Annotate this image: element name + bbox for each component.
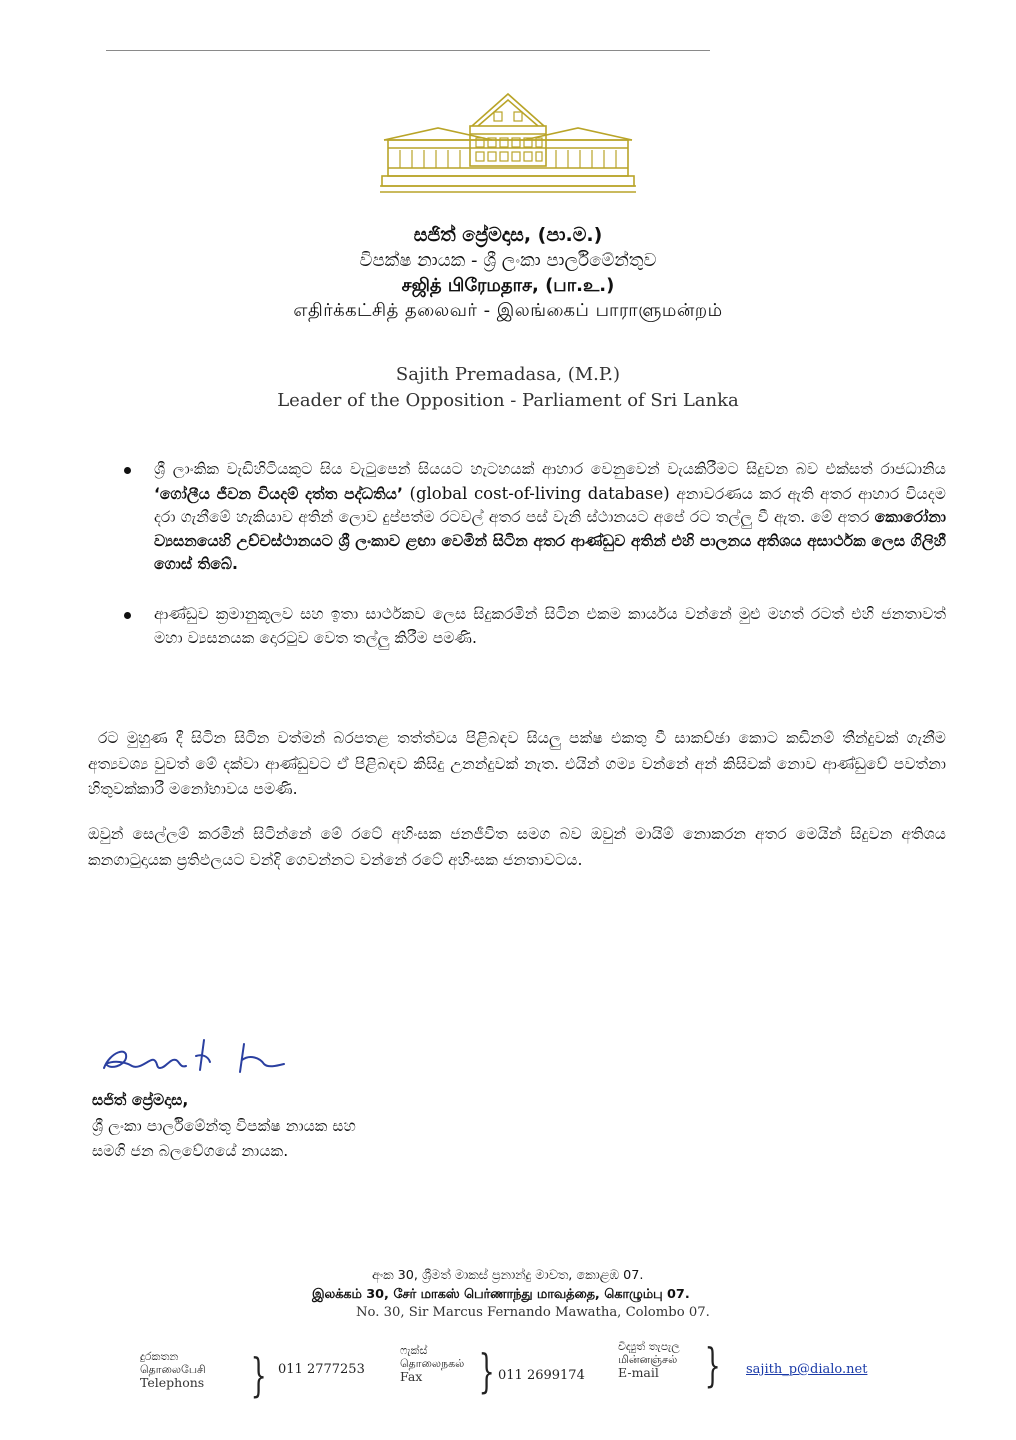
- header-english-title: Leader of the Opposition - Parliament of Sri Lanka: [277, 390, 739, 411]
- paragraph-3: රට මුහුණ දී සිටින සිටින වත්මන් බරපතළ තත්ත්වය පිළිබඳව සියලු පක්ෂ එකතු වී සාකච්ඡා කොට කඩිනම් තීන්දුවක් ගැනීම අත්‍යවශ්‍ය වුවත් මේ දක්වා ආණ්ඩුවට ඒ පිළිබඳව කිසිදු උනන්දුවක් නැත. එයින් ගම්‍ය වන්නේ අන් කිසිවක් නොව ආණ්ඩුවේ පවත්නා හිතුවක්කාරී මනෝභාවය පමණි.: [88, 729, 946, 798]
- bullet1-bold-database-name: ‘ගෝලීය ජීවන වියදම් දත්ත පද්ධතිය’: [154, 484, 403, 503]
- phone-label-english: Telephons: [140, 1375, 205, 1390]
- signoff-block: [92, 1088, 356, 1165]
- bullet1-english-term: (global cost-of-living database): [402, 483, 677, 503]
- email-brace-icon: }: [704, 1338, 721, 1392]
- email-link[interactable]: sajith_p@dialo.net: [746, 1362, 868, 1377]
- header-sinhala-title: විපක්ෂ නායක - ශ්‍රී ලංකා පාර්ලිමේන්තුව: [359, 250, 657, 271]
- bullet1-text-b: අනාවරණය කර ඇති අතර ආහාර වියදම දරා ගැනීමේ හැකියාව අතින් ලොව දුප්පත්ම රටවල් අතර පස් වැනි ස්ථානයට අපේ රට තල්ලු වී ඇත. මේ අතර: [154, 484, 946, 527]
- bullet-item-1: [118, 458, 946, 577]
- bullet-list: [118, 458, 946, 650]
- bullet1-bold-corona: කොරෝනා ව්‍යසනයෙහි උච්චස්ථානයට ශ්‍රී ලංකාව ළඟා වෙමින් සිටින අතර ආණ්ඩුව අතින් එහි පාලනය අතිශය අසාර්ථක ලෙස ගිලිහී ගොස් තිබේ.: [154, 508, 946, 574]
- header-tamil-title: எதிர்க்கட்சித் தலைவர் - இலங்கைப் பாராளுமன்றம்: [293, 300, 723, 321]
- footer-address-english: No. 30, Sir Marcus Fernando Mawatha, Colombo 07.: [356, 1305, 710, 1320]
- header-tamil-name: சஜித் பிரேமதாச, (பா.உ.): [401, 275, 615, 296]
- phone-number: 011 2777253: [278, 1362, 365, 1377]
- fax-label-block: [400, 1344, 464, 1383]
- phone-label-block: [140, 1350, 206, 1389]
- footer-address-sinhala: අංක 30, ශ්‍රීමත් මාකස් ප්‍රනාන්දු මාවත, කොළඹ 07.: [372, 1268, 644, 1283]
- fax-brace-icon: }: [478, 1344, 495, 1398]
- email-label-tamil: மின்னஞ்சல்: [618, 1353, 678, 1366]
- phone-label-tamil: தொலைபேசி: [140, 1363, 206, 1376]
- email-label-sinhala: විද්‍යුත් තැපැල: [618, 1340, 680, 1353]
- fax-label-english: Fax: [400, 1369, 423, 1384]
- signoff-name: සජිත් ප්‍රේමදාස,: [92, 1091, 189, 1109]
- bullet-dot: [124, 612, 131, 619]
- bullet-item-2: [118, 603, 946, 650]
- fax-label-tamil: தொலைநகல்: [400, 1357, 465, 1370]
- phone-label-sinhala: දුරකතන: [140, 1350, 179, 1363]
- parliament-building-logo: [380, 88, 636, 196]
- fax-label-sinhala: ෆැක්ස්: [400, 1344, 428, 1357]
- fax-number: 011 2699174: [498, 1368, 585, 1383]
- bullet-dot: [124, 467, 131, 474]
- email-address: [746, 1362, 867, 1377]
- bullet2-text: ආණ්ඩුව ක්‍රමානුකූලව සහ ඉතා සාර්ථකව ලෙස සිදුකරමින් සිටින එකම කාර්යය වන්නේ මුළු මහත් රටත් එහි ජනතාවත් මහා ව්‍යසනයක දොරටුව වෙත තල්ලු කිරීම පමණි.: [154, 604, 946, 647]
- header-english-name: Sajith Premadasa, (M.P.): [395, 364, 621, 385]
- header-sinhala-name: සජිත් ප්‍රේමදාස, (පා.ම.): [413, 224, 603, 246]
- phone-brace-icon: }: [250, 1348, 267, 1402]
- email-label-english: E-mail: [618, 1365, 659, 1380]
- footer-address-tamil: இலக்கம் 30, சேர் மாகஸ் பெர்ணாந்து மாவத்தை, கொழும்பு 07.: [312, 1287, 690, 1302]
- signoff-title-2: සමගි ජන බලවේගයේ නායක.: [92, 1142, 289, 1160]
- bullet1-text-a: ශ්‍රී ලාංකික වැඩිහිටියකුට සිය වැටුපෙන් සියයට හැටහයක් ආහාර වෙනුවෙන් වැයකිරීමට සිදුවන බව එක්සත් රාජධානිය: [154, 460, 946, 478]
- top-rule: [106, 50, 710, 51]
- signoff-title-1: ශ්‍රී ලංකා පාර්ලිමේන්තු විපක්ෂ නායක සහ: [92, 1116, 356, 1135]
- paragraph-4: ඔවුන් සෙල්ලම් කරමින් සිටින්නේ මේ රටේ අහිංසක ජනජීවිත සමග බව ඔවුන් මායිම් නොකරන අතර මෙයින් සිදුවන අතිශය කනගාටුදායක ප්‍රතිඵලයට වන්දි ගෙවන්නට වන්නේ රටේ අහිංසක ජනතාවටය.: [88, 825, 946, 869]
- email-label-block: [618, 1340, 680, 1379]
- handwritten-signature: [96, 1030, 296, 1088]
